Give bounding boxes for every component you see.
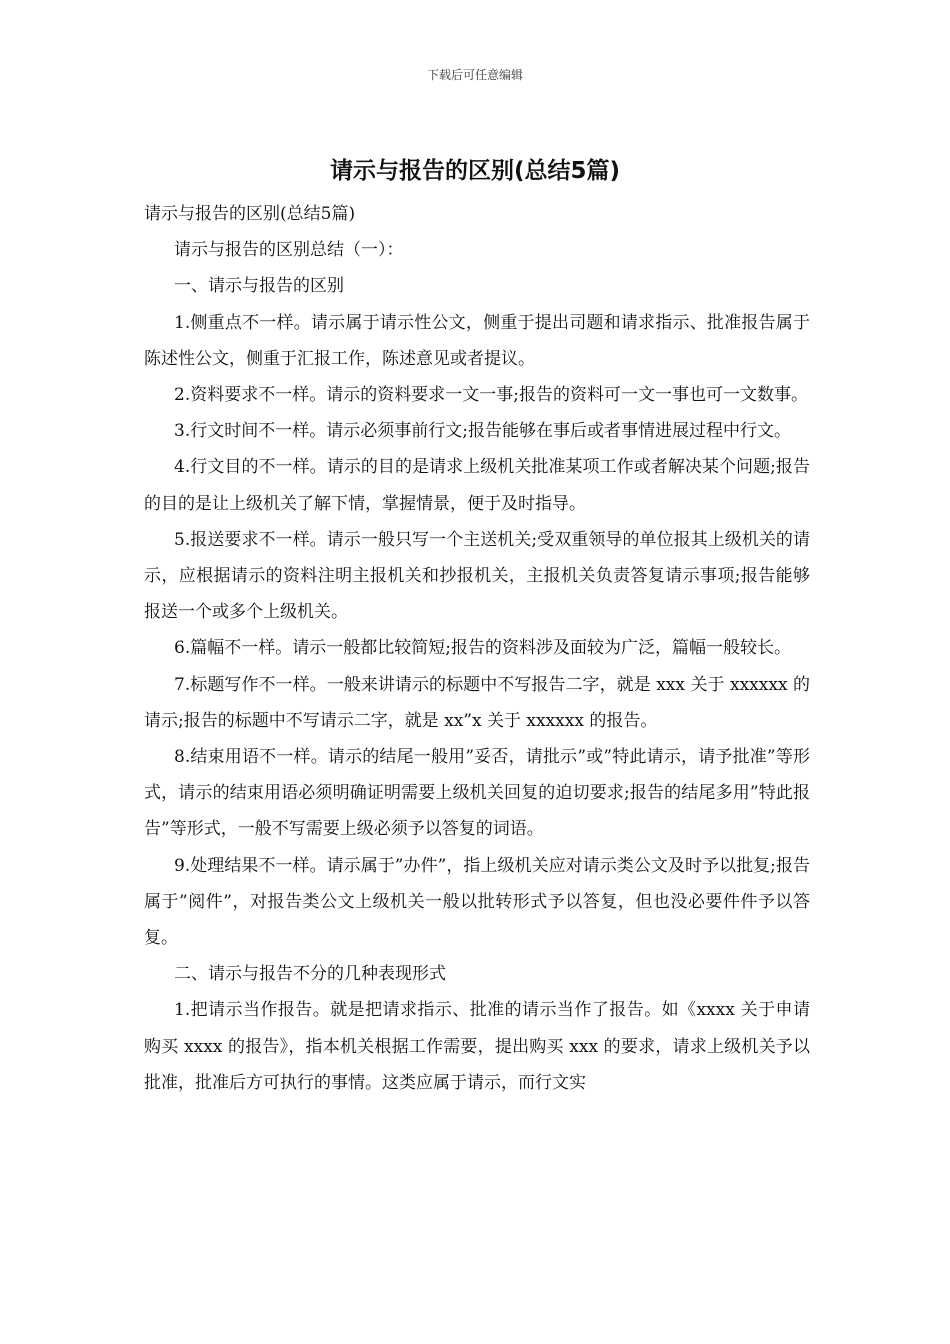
paragraph: 8.结束用语不一样。请示的结尾一般用”妥否，请批示”或”特此请示，请予批准”等形式，请示的结束用语必须明确证明需要上级机关回复的迫切要求;报告的结尾多用”特此报告”等形式，一般不写需要上级必须予以答复的词语。	[144, 747, 810, 840]
paragraph: 4.行文目的不一样。请示的目的是请求上级机关批准某项工作或者解决某个问题;报告的目的是让上级机关了解下情，掌握情景，便于及时指导。	[144, 457, 810, 514]
paragraph: 7.标题写作不一样。一般来讲请示的标题中不写报告二字，就是 xxx 关于 xxxxxx 的请示;报告的标题中不写请示二字，就是 xx”x 关于 xxxxxx 的报告。	[144, 674, 810, 731]
paragraph: 1.侧重点不一样。请示属于请示性公文，侧重于提出司题和请求指示、批准报告属于陈述性公文，侧重于汇报工作，陈述意见或者提议。	[144, 312, 810, 369]
paragraph: 2.资料要求不一样。请示的资料要求一文一事;报告的资料可一文一事也可一文数事。	[174, 385, 808, 406]
paragraph: 6.篇幅不一样。请示一般都比较简短;报告的资料涉及面较为广泛，篇幅一般较长。	[174, 638, 791, 659]
section-heading: 二、请示与报告不分的几种表现形式	[174, 964, 446, 985]
paragraph: 请示与报告的区别(总结5篇)	[144, 204, 356, 224]
section-heading: 一、请示与报告的区别	[174, 276, 344, 297]
paragraph: 3.行文时间不一样。请示必须事前行文;报告能够在事后或者事情进展过程中行文。	[174, 421, 791, 442]
header-note: 下载后可任意编辑	[426, 68, 523, 82]
paragraph: 5.报送要求不一样。请示一般只写一个主送机关;受双重领导的单位报其上级机关的请示，应根据请示的资料注明主报机关和抄报机关，主报机关负责答复请示事项;报告能够报送一个或多个上级机关。	[144, 529, 810, 623]
paragraph: 9.处理结果不一样。请示属于”办件”，指上级机关应对请示类公文及时予以批复;报告属于”阅件”，对报告类公文上级机关一般以批转形式予以答复，但也没必要件件予以答复。	[144, 855, 810, 949]
paragraph: 1.把请示当作报告。就是把请求指示、批准的请示当作了报告。如《xxxx 关于申请购买 xxxx 的报告》，指本机关根据工作需要，提出购买 xxx 的要求，请求上级机关予以批准，批准后方可执行的事情。这类应属于请示，而行文实	[144, 1000, 810, 1093]
paragraph: 请示与报告的区别总结（一）：	[174, 240, 404, 261]
document-body	[144, 196, 810, 1101]
document-title: 请示与报告的区别(总结5篇)	[329, 158, 621, 184]
